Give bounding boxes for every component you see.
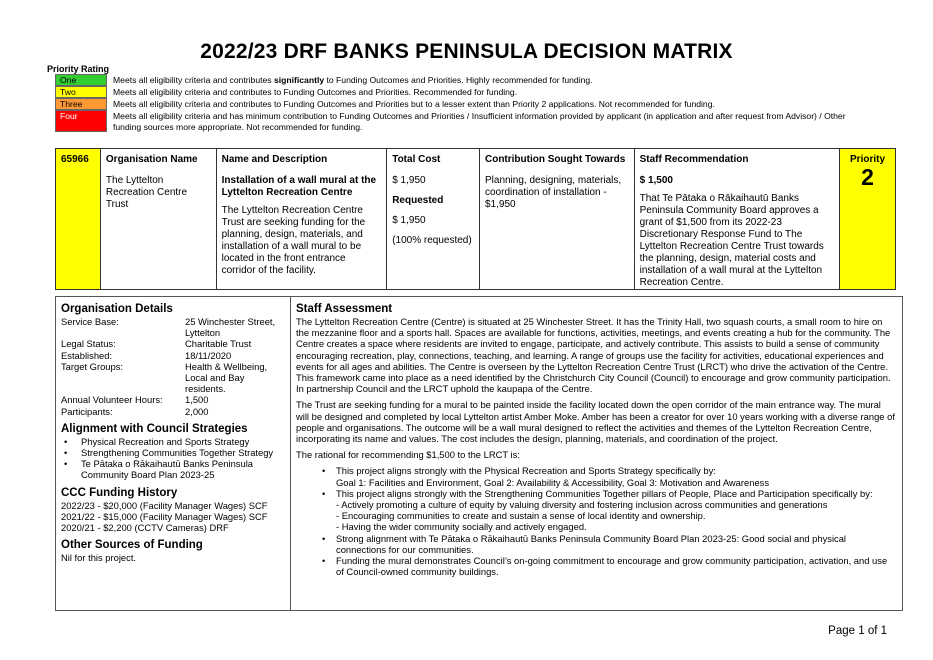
alignment-title: Alignment with Council Strategies: [61, 422, 248, 435]
priority-column: [840, 149, 895, 289]
list-item: • Te Pātaka o Rākaihautū Banks Peninsula Community Board Plan 2023-25: [61, 458, 285, 480]
list-item: 2020/21 - $2,200 (CCTV Cameras) DRF: [61, 522, 229, 534]
total-cost: $ 1,950: [392, 175, 426, 186]
rationale-list: [296, 465, 896, 577]
left-column: [56, 297, 291, 610]
legend-text-two: Meets all eligibility criteria and contributes to Funding Outcomes and Priorities. Recommended for funding.: [113, 87, 518, 97]
priority-rating-heading: Priority Rating: [47, 64, 110, 74]
detail-row: Established: 18/11/2020: [61, 349, 232, 361]
alignment-list: [61, 436, 285, 481]
name-header: Name and Description: [221, 154, 328, 165]
other-funding-title: Other Sources of Funding: [61, 539, 203, 552]
priority-legend: [55, 74, 855, 133]
cost-header: Total Cost: [392, 154, 441, 165]
requested-percent: (100% requested): [392, 235, 472, 246]
details-panel: [55, 296, 903, 611]
rec-amount: $ 1,500: [639, 175, 673, 186]
legend-swatch-three: Three: [55, 98, 107, 110]
legend-row-two: [55, 86, 855, 98]
organisation-column: [101, 149, 217, 289]
assessment-title: Staff Assessment: [296, 303, 393, 315]
legend-row-one: [55, 74, 855, 86]
legend-row-three: [55, 98, 855, 110]
assessment-paragraph: The Lyttelton Recreation Centre (Centre) is situated at 25 Winchester Street. It has the Trinity Hall, two squash courts, a small room to hire on the mezzanine floor and a sports hall. Spaces are available for functions, activities, meetings, and events creating a hub for the community. The Centre creates a space where residents are invited to engage, participate, and actively contribute. This assists to build a sense of community encouraging recreation, play, connections, teaching, and learning. A range of groups use the facility for activities, educational experiences and events for all ages and abilities. The Centre is overseen by the Lyttelton Recreation Centre Trust (LRCT) who drive the activation of the Centre. This framework came into place as a need identified by the Christchurch City Council (Council) to encourage and grow community participation. In partnership Council and the LRCT uphold the kaupapa of the Centre.: [296, 316, 891, 395]
org-name: The Lyttelton Recreation Centre Trust: [105, 175, 188, 210]
list-item: • This project aligns strongly with the Physical Recreation and Sports Strategy specifically by: Goal 1: Facilities and Environment, Goal 2: Availability & Accessibility, Goal 3: Motivation and Awareness: [296, 465, 896, 487]
sought-header: Contribution Sought Towards: [484, 154, 626, 165]
assessment-paragraph: The rational for recommending $1,500 to the LRCT is:: [296, 449, 520, 461]
summary-table: [55, 148, 896, 290]
list-item: • Strong alignment with Te Pātaka o Rākaihautū Banks Peninsula Community Board Plan 2023-25: Good social and physical connections for our communities.: [296, 533, 896, 555]
requested-label: Requested: [392, 195, 444, 206]
detail-row: Participants: 2,000: [61, 405, 209, 417]
list-item: • Strengthening Communities Together Strategy: [61, 447, 285, 458]
rec-text: That Te Pātaka o Rākaihautū Banks Peninsula Community Board approves a grant of $1,500 from its 2022-23 Discretionary Response Fund to The Lyttelton Recreation Centre Trust towards the planning, design, material costs and installation of a wall mural at the Lyttelton Recreation Centre.: [639, 193, 824, 288]
list-item: 2021/22 - $15,000 (Facility Manager Wages) SCF: [61, 510, 268, 522]
list-item: 2022/23 - $20,000 (Facility Manager Wages) SCF: [61, 499, 268, 511]
cost-column: [387, 149, 480, 289]
detail-row: Legal Status: Charitable Trust: [61, 338, 252, 350]
rec-header: Staff Recommendation: [639, 154, 749, 165]
project-title: Installation of a wall mural at the Lyttelton Recreation Centre: [221, 175, 377, 198]
recommendation-column: [635, 149, 840, 289]
legend-swatch-four: Four: [55, 110, 107, 132]
application-id: 65966: [56, 149, 101, 289]
legend-text-three: Meets all eligibility criteria and contributes to Funding Outcomes and Priorities but to a lesser extent than Priority 2 applications. Not recommended for funding.: [113, 99, 715, 109]
org-header: Organisation Name: [105, 154, 198, 165]
detail-row: Target Groups: Health & Wellbeing, Local and Bay residents.: [61, 360, 268, 395]
priority-header: Priority: [850, 154, 886, 165]
legend-swatch-two: Two: [55, 86, 107, 98]
legend-text-one: Meets all eligibility criteria and contributes significantly to Funding Outcomes and Priorities. Highly recommended for funding.: [113, 75, 593, 85]
legend-row-four: [55, 110, 855, 133]
funding-history-title: CCC Funding History: [61, 486, 178, 499]
page-title: 2022/23 DRF BANKS PENINSULA DECISION MATRIX: [200, 40, 733, 63]
other-funding-text: Nil for this project.: [61, 552, 137, 564]
legend-swatch-one: One: [55, 74, 107, 86]
legend-text-four: Meets all eligibility criteria and has minimum contribution to Funding Outcomes and Priorities / Insufficient information provided by applicant (in application and after request from Advisor) / Other funding sources more appropriate. Not recommended for funding.: [113, 111, 846, 132]
sought-text: Planning, designing, materials, coordination of installation - $1,950: [484, 175, 622, 210]
name-description-column: [217, 149, 388, 289]
assessment-paragraph: The Trust are seeking funding for a mural to be painted inside the facility located down the open corridor of the main entrance way. The mural will be designed and completed by local Lyttelton artist Amber Moke. Amber has been a creator for over 10 years working with a diverse range of people and organisations. The outcome will be a wall mural designed to reflect the activities and themes of the Lyttelton Recreation Centre, incorporating its name and values. The cost includes the design, planning, materials, and coordination of the project.: [296, 399, 895, 445]
contribution-column: [480, 149, 635, 289]
list-item: • Physical Recreation and Sports Strategy: [61, 436, 285, 447]
page-number: Page 1 of 1: [828, 625, 887, 637]
staff-assessment: [291, 297, 902, 610]
priority-value: 2: [861, 164, 874, 190]
list-item: • This project aligns strongly with the Strengthening Communities Together pillars of People, Place and Participation specifically by: - Actively promoting a culture of equity by valuing diversity and fostering inclusion across communities and generations - Encouraging communities to create and sustain a sense of local identity and ownership. - Having the wider community socially and actively engaged.: [296, 488, 896, 533]
org-details-title: Organisation Details: [61, 303, 173, 315]
detail-row: Service Base: 25 Winchester Street, Lyttelton: [61, 316, 276, 339]
list-item: • Funding the mural demonstrates Council’s on-going commitment to encourage and grow community participation, activation, and use of Council-owned community buildings.: [296, 555, 896, 577]
detail-row: Annual Volunteer Hours: 1,500: [61, 394, 209, 406]
project-description: The Lyttelton Recreation Centre Trust are seeking funding for the planning, design, materials, and installation of a wall mural to be located in the front entrance corridor of the facility.: [221, 205, 366, 276]
requested-amount: $ 1,950: [392, 215, 426, 226]
